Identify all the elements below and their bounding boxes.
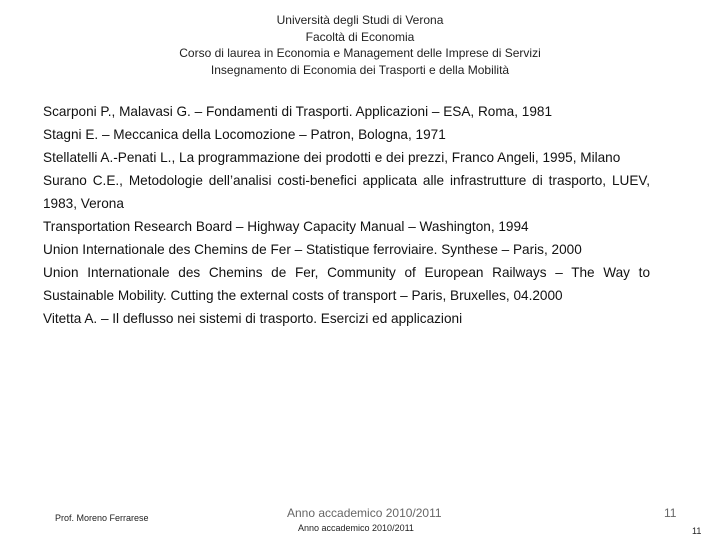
- footer-academic-year-small: Anno accademico 2010/2011: [298, 523, 414, 533]
- faculty-name: Facoltà di Economia: [305, 29, 415, 44]
- reference-item: Stagni E. – Meccanica della Locomozione – Patron, Bologna, 1971: [43, 127, 446, 142]
- reference-item: Surano C.E., Metodologie dell’analisi costi-benefici applicata alle infrastrutture di trasporto, LUEV, 1983, Verona: [43, 173, 650, 211]
- footer-author: Prof. Moreno Ferrarese: [55, 513, 149, 523]
- reference-item: Transportation Research Board – Highway Capacity Manual – Washington, 1994: [43, 219, 529, 234]
- slide-header: [0, 12, 720, 78]
- page-number: 11: [664, 506, 677, 520]
- reference-item: Stellatelli A.-Penati L., La programmazione dei prodotti e dei prezzi, Franco Angeli, 1995, Milano: [43, 150, 621, 165]
- footer-academic-year: Anno accademico 2010/2011: [287, 506, 442, 520]
- degree-course: Corso di laurea in Economia e Management delle Imprese di Servizi: [179, 46, 541, 60]
- course-title: Insegnamento di Economia dei Trasporti e della Mobilità: [210, 62, 510, 77]
- reference-item: Vitetta A. – Il deflusso nei sistemi di trasporto. Esercizi ed applicazioni: [43, 311, 463, 326]
- reference-item: Union Internationale des Chemins de Fer, Community of European Railways – The Way to Sustainable Mobility. Cutting the external costs of transport – Paris, Bruxelles, 04.2000: [43, 265, 650, 303]
- university-name: Università degli Studi di Verona: [276, 13, 444, 27]
- page-number-small: 11: [692, 526, 702, 536]
- reference-item: Union Internationale des Chemins de Fer – Statistique ferroviaire. Synthese – Paris, 2000: [43, 242, 582, 257]
- reference-item: Scarponi P., Malavasi G. – Fondamenti di Trasporti. Applicazioni – ESA, Roma, 1981: [43, 104, 553, 119]
- reference-list: [43, 100, 650, 330]
